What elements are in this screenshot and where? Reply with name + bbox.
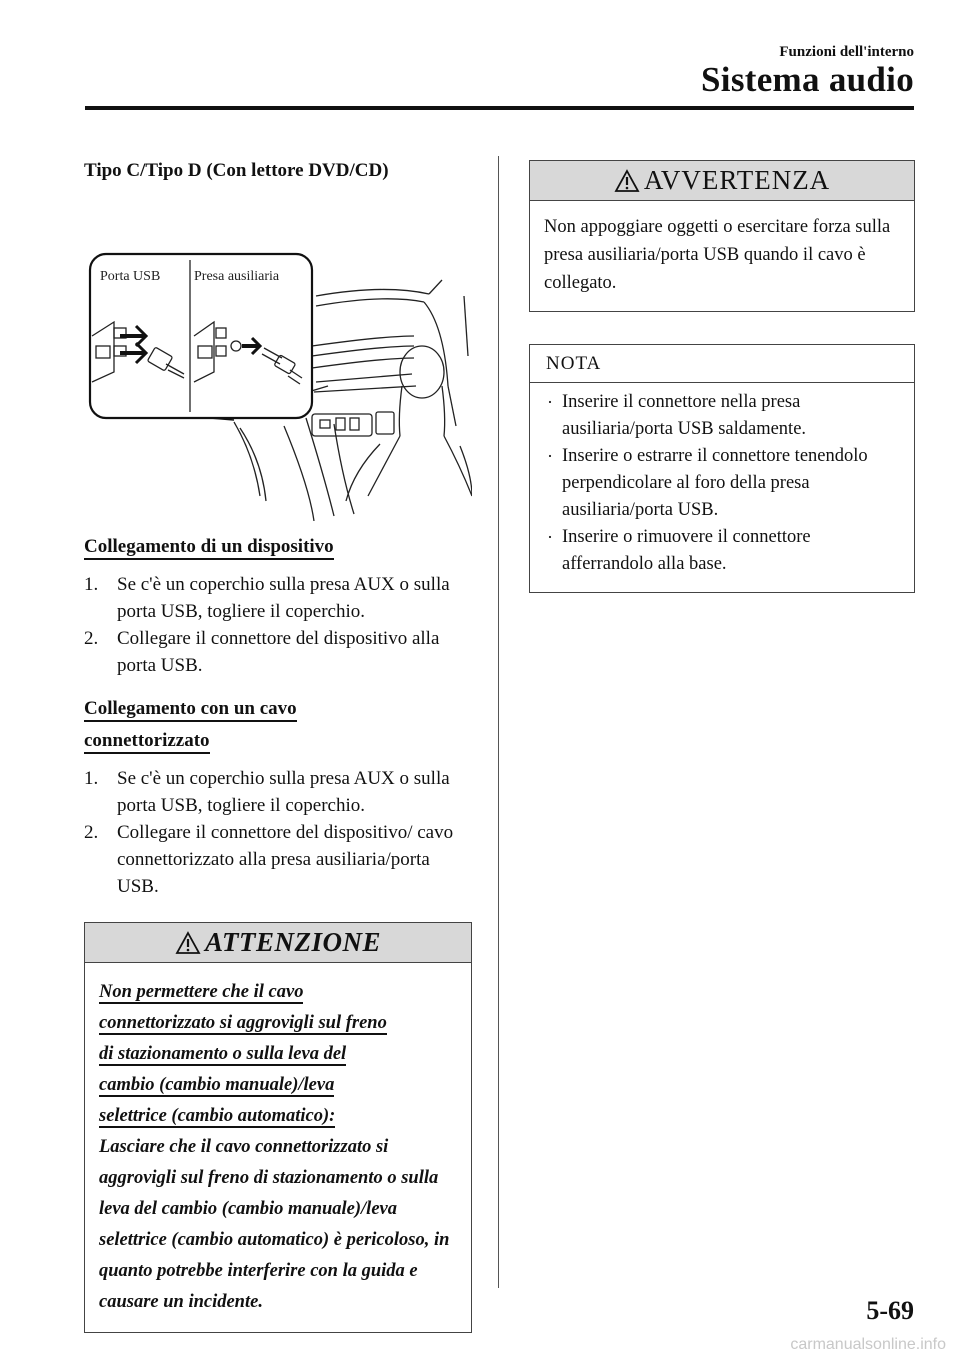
steps-connect-device [84, 571, 472, 679]
step-item: 2. Collegare il connettore del dispositivo/ cavo connettorizzato alla presa ausiliaria/porta USB. [84, 822, 454, 897]
note-item: · Inserire il connettore nella presa ausiliaria/porta USB saldamente. [544, 389, 902, 443]
warning-triangle-icon [175, 931, 201, 955]
step-item: 1. Se c'è un coperchio sulla presa AUX o sulla porta USB, togliere il coperchio. [84, 574, 450, 622]
bullet-icon: · [547, 446, 553, 466]
warning-box [529, 160, 915, 312]
warning-header [530, 161, 914, 201]
caution-title: ATTENZIONE [204, 927, 382, 957]
figure-label-aux-jack: Presa ausiliaria [194, 269, 280, 284]
section-title: Sistema audio [701, 60, 914, 99]
column-divider [498, 156, 499, 1288]
header-rule [85, 106, 914, 110]
note-item: · Inserire o rimuovere il connettore afferrandolo alla base. [544, 524, 902, 578]
right-column [529, 160, 915, 593]
watermark: carmanualsonline.info [790, 1336, 946, 1353]
bullet-icon: · [547, 392, 553, 412]
section-heading-connect-cable: Collegamento con un cavo connettorizzato [84, 693, 472, 757]
usb-aux-illustration [84, 196, 472, 521]
caution-header [85, 923, 471, 963]
caution-text: Lasciare che il cavo connettorizzato si aggrovigli sul freno di stazionamento o sulla leva del cambio (cambio manuale)/leva selettrice (cambio automatico) è pericoloso, in quanto potrebbe interferire con la guida e causare un incidente. [99, 1137, 450, 1312]
left-column [84, 160, 472, 1333]
warning-text: Non appoggiare oggetti o esercitare forza sulla presa ausiliaria/porta USB quando il cavo è collegato. [544, 217, 891, 293]
figure-label-usb-port: Porta USB [100, 269, 161, 284]
note-item: · Inserire o estrarre il connettore tenendolo perpendicolare al foro della presa ausiliaria/porta USB. [544, 443, 902, 524]
warning-title: AVVERTENZA [643, 165, 831, 195]
note-title: NOTA [530, 345, 914, 383]
bullet-icon: · [547, 527, 553, 547]
console-drawing [84, 196, 472, 521]
step-item: 1. Se c'è un coperchio sulla presa AUX o sulla porta USB, togliere il coperchio. [84, 768, 450, 816]
note-body [530, 383, 914, 592]
caution-box [84, 922, 472, 1333]
warning-triangle-icon [614, 169, 640, 193]
steps-connect-cable [84, 765, 472, 900]
caution-lead: Non permettere che il cavo connettorizzato si aggrovigli sul freno di stazionamento o sulla leva del cambio (cambio manuale)/leva selettrice (cambio automatico): [99, 982, 387, 1126]
caution-body [85, 963, 471, 1332]
chapter-title: Funzioni dell'interno [779, 44, 914, 60]
section-heading-connect-device: Collegamento di un dispositivo [84, 531, 472, 563]
page-number: 5-69 [866, 1296, 914, 1325]
step-item: 2. Collegare il connettore del dispositivo alla porta USB. [84, 628, 440, 676]
subsection-title: Tipo C/Tipo D (Con lettore DVD/CD) [84, 160, 389, 181]
note-box [529, 344, 915, 593]
